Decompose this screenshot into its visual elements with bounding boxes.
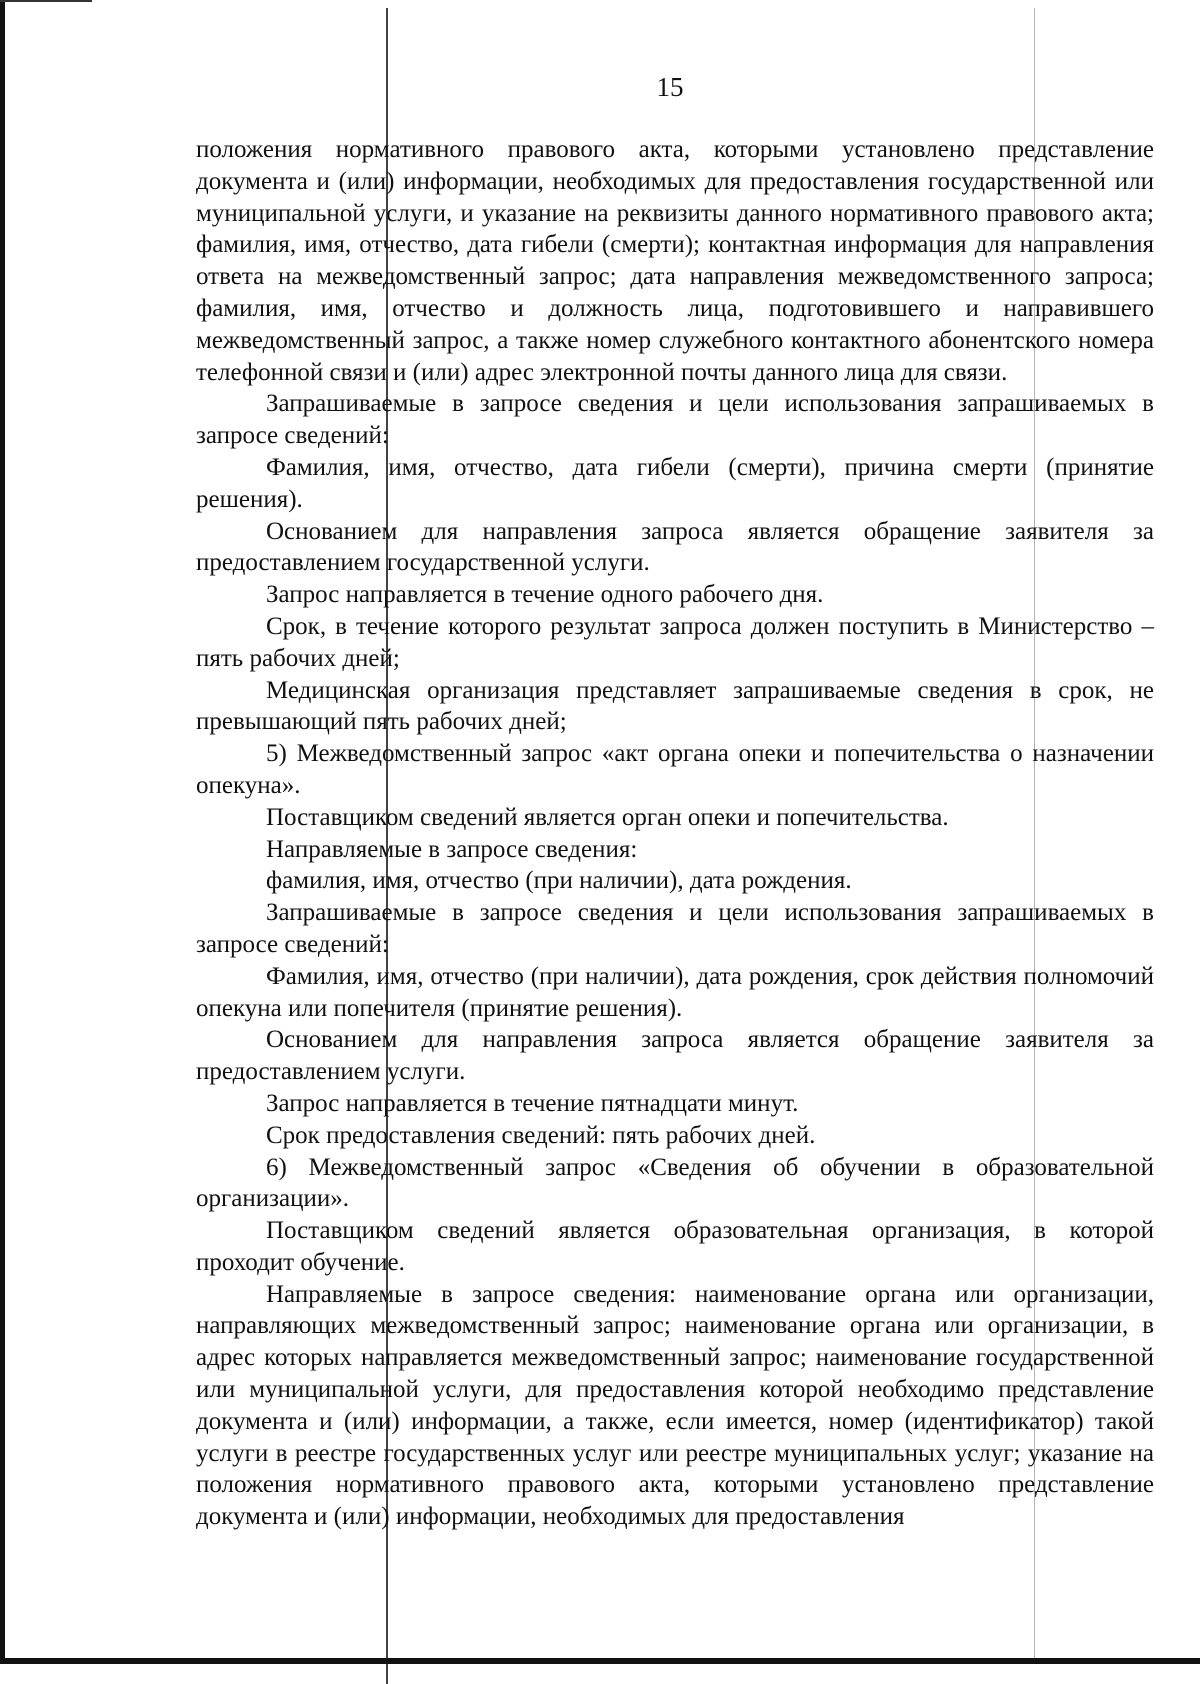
paragraph: положения нормативного правового акта, которыми установлено представление документа и (или) информации, необходимых для предоставления государственной или муниципальной услуги, и указание на реквизиты данного нормативного правового акта; фамилия, имя, отчество, дата гибели (смерти); контактная информация для направления ответа на межведомственный запрос; дата направления межведомственного запроса; фамилия, имя, отчество и должность лица, подготовившего и направившего межведомственный запрос, а также номер служебного контактного абонентского номера телефонной связи и (или) адрес электронной почты данного лица для связи. bbox=[196, 136, 1154, 386]
paragraph: 6) Межведомственный запрос «Сведения об обучении в образовательной организации». bbox=[196, 1153, 1154, 1213]
paragraph: Направляемые в запросе сведения: bbox=[266, 835, 638, 863]
paragraph: Основанием для направления запроса является обращение заявителя за предоставлением государственной услуги. bbox=[196, 517, 1154, 577]
paragraph: Запрос направляется в течение одного рабочего дня. bbox=[266, 581, 824, 609]
paragraph: 5) Межведомственный запрос «акт органа опеки и попечительства о назначении опекуна». bbox=[196, 740, 1154, 799]
paragraph: Медицинская организация представляет запрашиваемые сведения в срок, не превышающий пять рабочих дней; bbox=[196, 676, 1154, 736]
paragraph: Направляемые в запросе сведения: наименование органа или организации, направляющих межведомственный запрос; наименование органа или организации, в адрес которых направляется межведомственный запрос; наименование государственной или муниципальной услуги, для предоставления которой необходимо представление документа и (или) информации, а также, если имеется, номер (идентификатор) такой услуги в реестре государственных услуг или реестре муниципальных услуг; указание на положения нормативного правового акта, которыми установлено представление документа и (или) информации, необходимых для предоставления bbox=[196, 1280, 1154, 1531]
paragraph: Поставщиком сведений является образовательная организация, в которой проходит обучение. bbox=[196, 1217, 1154, 1276]
page-number: 15 bbox=[656, 72, 684, 102]
document-body bbox=[196, 134, 1154, 1533]
paragraph: Фамилия, имя, отчество, дата гибели (смерти), причина смерти (принятие решения). bbox=[196, 453, 1154, 513]
scan-left-edge bbox=[0, 0, 5, 1660]
paragraph: Срок, в течение которого результат запроса должен поступить в Министерство – пять рабочих дней; bbox=[196, 612, 1154, 672]
scan-bottom-edge bbox=[0, 1658, 1200, 1664]
paragraph: Запрос направляется в течение пятнадцати минут. bbox=[266, 1089, 799, 1117]
paragraph: Основанием для направления запроса является обращение заявителя за предоставлением услуги. bbox=[196, 1026, 1154, 1086]
paragraph: Запрашиваемые в запросе сведения и цели использования запрашиваемых в запросе сведений: bbox=[196, 899, 1154, 958]
scan-top-line bbox=[0, 0, 92, 2]
paragraph: Запрашиваемые в запросе сведения и цели использования запрашиваемых в запросе сведений: bbox=[196, 390, 1154, 450]
paragraph: Срок предоставления сведений: пять рабочих дней. bbox=[266, 1121, 816, 1149]
paragraph: фамилия, имя, отчество (при наличии), дата рождения. bbox=[266, 867, 852, 895]
paragraph: Фамилия, имя, отчество (при наличии), дата рождения, срок действия полномочий опекуна или попечителя (принятие решения). bbox=[196, 962, 1154, 1022]
paragraph: Поставщиком сведений является орган опеки и попечительства. bbox=[266, 803, 949, 831]
